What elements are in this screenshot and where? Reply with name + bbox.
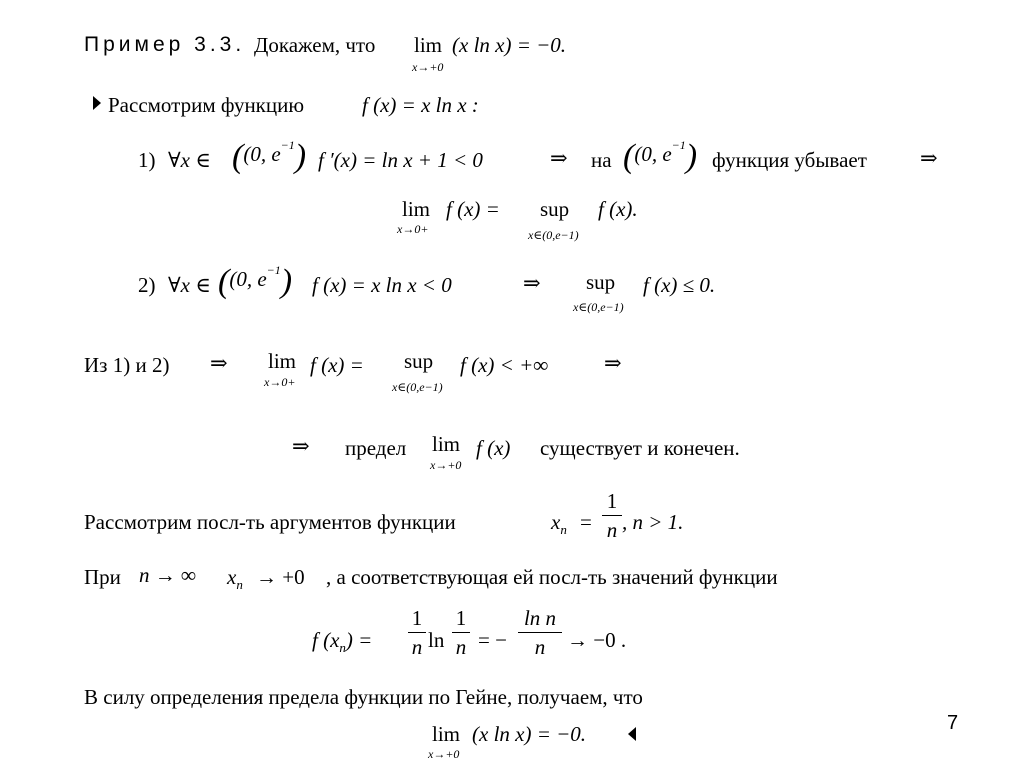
step2-forall: ∀x ∈ xyxy=(168,273,211,297)
paren-close: ) xyxy=(685,138,698,175)
step2-sup: sup xyxy=(586,270,616,294)
fxn-open: f (x xyxy=(312,628,340,652)
from12-text: Из 1) и 2) xyxy=(84,353,170,377)
frac-den: n xyxy=(606,518,618,542)
paren-close: ) xyxy=(294,138,307,175)
line4-fx-eq: f (x) = xyxy=(446,197,500,221)
frac-den: n xyxy=(534,635,546,659)
function-def: f (x) = x ln x : xyxy=(362,93,479,117)
step2-implies: ⇒ xyxy=(523,271,541,295)
paren-close: ) xyxy=(280,263,293,300)
step1-derivative: f ′(x) = ln x + 1 < 0 xyxy=(318,148,483,172)
fxn-frac2 xyxy=(452,606,470,660)
title-expr: (x ln x) = −0. xyxy=(452,33,567,57)
step1-forall: ∀x ∈ xyxy=(168,148,211,172)
consider-text: Рассмотрим функцию xyxy=(108,93,305,117)
step2-fx: f (x) = x ln x < 0 xyxy=(312,273,452,297)
step1-on: на xyxy=(591,148,612,172)
frac-den: n xyxy=(455,635,467,659)
final-lim: lim xyxy=(432,722,461,746)
line4-lim: lim xyxy=(402,197,431,221)
from12-sup-sub: x∈(0,e−1) xyxy=(392,380,443,394)
xn-sub: n xyxy=(236,577,243,593)
from12-lim-sub: x→0+ xyxy=(264,375,296,389)
step2-sup-sub: x∈(0,e−1) xyxy=(573,300,624,314)
frac-bar xyxy=(452,632,470,633)
interval-exp: −1 xyxy=(671,138,686,152)
frac-num: 1 xyxy=(455,606,467,630)
exists-lim-sub: x→+0 xyxy=(430,458,462,472)
frac-bar xyxy=(602,515,622,516)
bullet-start-marker xyxy=(93,96,101,110)
interval-body: (0, e xyxy=(634,142,672,166)
when-xn xyxy=(227,565,243,593)
final-expr: (x ln x) = −0. xyxy=(472,722,587,746)
fxn-frac1 xyxy=(408,606,426,660)
interval-exp: −1 xyxy=(266,263,281,277)
page-number: 7 xyxy=(947,712,959,734)
exists-fx: f (x) xyxy=(476,436,511,460)
when-n-inf: n → ∞ xyxy=(139,563,196,587)
interval-body: (0, e xyxy=(229,267,267,291)
title-text: Докажем, что xyxy=(254,33,376,57)
frac-den: n xyxy=(411,635,423,659)
step1-interval xyxy=(232,140,306,174)
exists-implies: ⇒ xyxy=(292,434,310,458)
from12-lim: lim xyxy=(268,349,297,373)
exists-lim: lim xyxy=(432,432,461,456)
interval-body: (0, e xyxy=(243,142,281,166)
fxn-to: → −0 . xyxy=(567,628,627,652)
fxn-frac3 xyxy=(518,606,562,660)
fxn-ln: ln xyxy=(428,628,445,652)
when-to: → +0 xyxy=(256,565,305,589)
step1-decreasing: функция убывает xyxy=(712,148,867,172)
seq-fraction xyxy=(602,489,622,543)
fxn-close: ) = xyxy=(345,628,373,652)
line4-sup-sub: x∈(0,e−1) xyxy=(528,228,579,242)
fxn-sub: n xyxy=(339,640,346,656)
heine-text: В силу определения предела функции по Гейне, получаем, что xyxy=(84,685,643,709)
title-lim-sub: x→+0 xyxy=(412,60,444,74)
from12-fx-eq: f (x) = xyxy=(310,353,364,377)
fxn-left xyxy=(312,628,372,656)
example-label: Пример 3.3. xyxy=(84,33,246,56)
xn-sub: n xyxy=(560,522,567,538)
from12-implies2: ⇒ xyxy=(604,351,622,375)
step2-interval xyxy=(218,265,292,299)
frac-num: ln n xyxy=(523,606,557,630)
step1-implies: ⇒ xyxy=(550,146,568,170)
xn-x: x xyxy=(227,565,237,589)
line4-lim-sub: x→0+ xyxy=(397,222,429,236)
frac-bar xyxy=(408,632,426,633)
interval-exp: −1 xyxy=(280,138,295,152)
seq-xn xyxy=(551,510,567,538)
paren-open: ( xyxy=(623,138,635,175)
when-text: При xyxy=(84,565,121,589)
step1-interval2 xyxy=(623,140,697,174)
when-vals-text: , а соответствующая ей посл-ть значений функции xyxy=(326,565,778,589)
xn-x: x xyxy=(551,510,561,534)
from12-implies: ⇒ xyxy=(210,351,228,375)
from12-fx: f (x) < +∞ xyxy=(460,353,549,377)
paren-open: ( xyxy=(218,263,230,300)
title-lim: lim xyxy=(414,33,443,57)
step2-prefix: 2) xyxy=(138,273,156,297)
exists-limit-word: предел xyxy=(345,436,407,460)
step1-implies2: ⇒ xyxy=(920,146,938,170)
step2-fx-le: f (x) ≤ 0. xyxy=(643,273,716,297)
exists-text: существует и конечен. xyxy=(540,436,740,460)
line4-fx: f (x). xyxy=(598,197,638,221)
paren-open: ( xyxy=(232,138,244,175)
fxn-eq-minus: = − xyxy=(478,628,507,652)
line4-sup: sup xyxy=(540,197,570,221)
frac-bar xyxy=(518,632,562,633)
from12-sup: sup xyxy=(404,349,434,373)
step1-prefix: 1) xyxy=(138,148,156,172)
frac-num: 1 xyxy=(411,606,423,630)
seq-n-gt: , n > 1. xyxy=(622,510,684,534)
frac-num: 1 xyxy=(606,489,618,513)
bullet-end-marker xyxy=(628,727,636,741)
seq-intro: Рассмотрим посл-ть аргументов функции xyxy=(84,510,456,534)
final-lim-sub: x→+0 xyxy=(428,747,460,761)
seq-eq: = xyxy=(580,510,592,534)
